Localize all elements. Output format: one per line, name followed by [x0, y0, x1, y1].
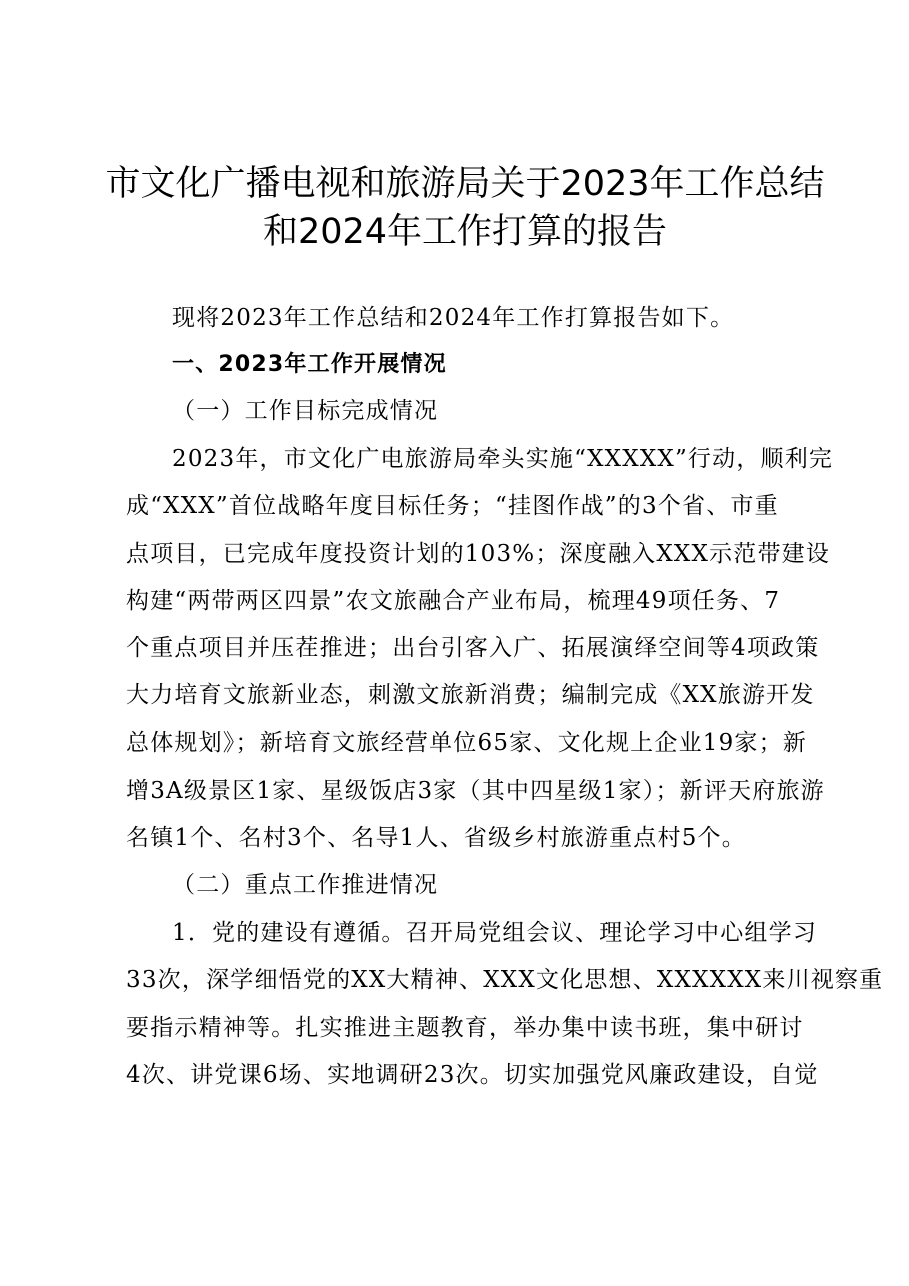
intro-paragraph: 现将2023年工作总结和2024年工作打算报告如下。: [172, 305, 735, 331]
paragraph-2-line: 1．党的建设有遵循。召开局党组会议、理论学习中心组学习: [172, 920, 818, 946]
paragraph-2-line: 4次、讲党课6场、实地调研23次。切实加强党风廉政建设，自觉: [126, 1062, 819, 1088]
paragraph-1-line: 总体规划》；新培育文旅经营单位65家、文化规上企业19家；新: [126, 730, 808, 756]
paragraph-1-line: 大力培育文旅新业态，刺激文旅新消费；编制完成《XX旅游开发: [126, 682, 815, 708]
document-title-line-1: 市文化广播电视和旅游局关于2023年工作总结: [105, 164, 825, 204]
paragraph-1-line: 增3A级景区1家、星级饭店3家（其中四星级1家）；新评天府旅游: [126, 778, 825, 804]
paragraph-1-line: 2023年，市文化广电旅游局牵头实施“XXXXX”行动，顺利完: [172, 446, 834, 472]
paragraph-1-line: 个重点项目并压茬推进；出台引客入广、拓展演绎空间等4项政策: [126, 635, 820, 661]
paragraph-1-line: 名镇1个、名村3个、名导1人、省级乡村旅游重点村5个。: [126, 825, 746, 851]
paragraph-2-line: 33次，深学细悟党的XX大精神、XXX文化思想、XXXXXX来川视察重: [126, 967, 884, 993]
document-title-line-2: 和2024年工作打算的报告: [262, 212, 668, 252]
subsection-1-heading: （一）工作目标完成情况: [172, 398, 439, 424]
paragraph-1-line: 成“XXX”首位战略年度目标任务；“挂图作战”的3个省、市重: [126, 493, 779, 519]
paragraph-2-line: 要指示精神等。扎实推进主题教育，举办集中读书班，集中研讨: [126, 1015, 804, 1041]
paragraph-1-line: 构建“两带两区四景”农文旅融合产业布局，梳理49项任务、7: [126, 588, 781, 614]
paragraph-1-line: 点项目，已完成年度投资计划的103%；深度融入XXX示范带建设: [126, 541, 831, 567]
section-1-heading: 一、2023年工作开展情况: [172, 352, 447, 377]
subsection-2-heading: （二）重点工作推进情况: [172, 872, 439, 898]
